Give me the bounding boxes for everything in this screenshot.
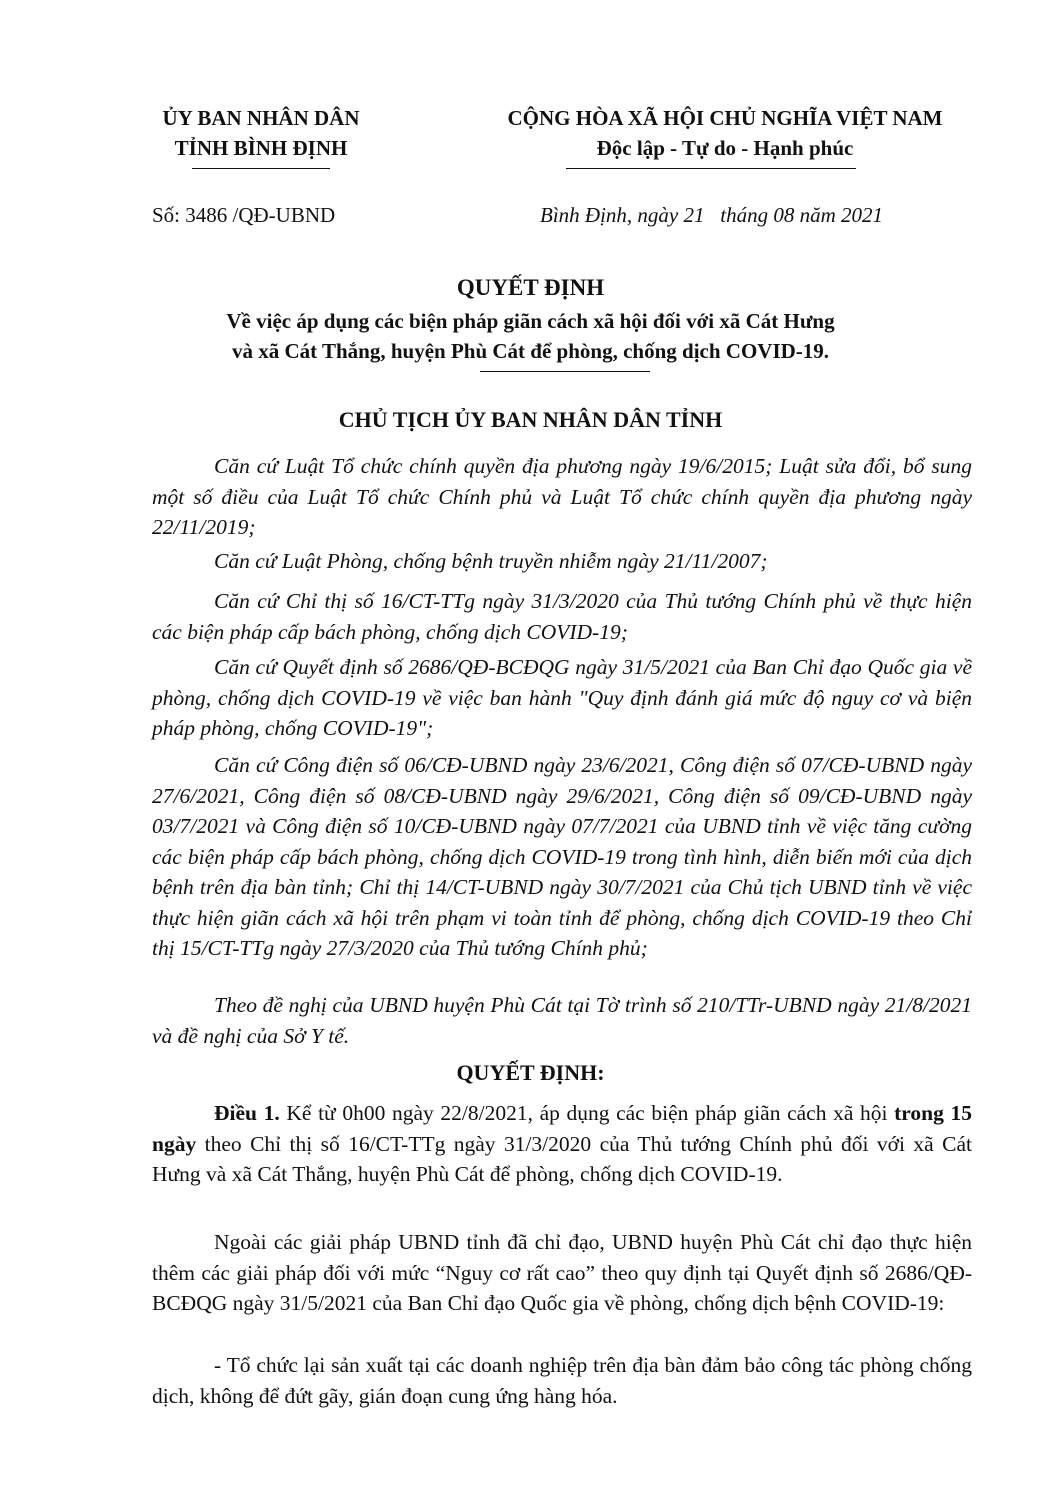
motto-underline [566,168,856,169]
agency-line-2: TỈNH BÌNH ĐỊNH [174,136,348,160]
article-1-duration: trong 15 ngày [152,1101,973,1156]
motto: Độc lập - Tự do - Hạnh phúc [596,136,854,160]
place-and-date: Bình Định, ngày 21 tháng 08 năm 2021 [540,203,883,227]
issuing-agency [130,103,392,163]
legal-basis-3: Căn cứ Chỉ thị số 16/CT-TTg ngày 31/3/2020 của Thủ tướng Chính phủ về thực hiện các biện pháp cấp bách phòng, chống dịch COVID-19; [152,589,972,644]
legal-basis-5: Căn cứ Công điện số 06/CĐ-UBND ngày 23/6/2021, Công điện số 07/CĐ-UBND ngày 27/6/2021, Công điện số 08/CĐ-UBND ngày 29/6/2021, Công điện số 09/CĐ-UBND ngày 03/7/2021 và Công điện số 10/CĐ-UBND ngày 07/7/2021 của UBND tỉnh về việc tăng cường các biện pháp cấp bách phòng, chống dịch COVID-19 trong tình hình, diễn biến mới của dịch bệnh trên địa bàn tỉnh; Chỉ thị 14/CT-UBND ngày 30/7/2021 của Chủ tịch UBND tỉnh về việc thực hiện giãn cách xã hội trên phạm vi toàn tỉnh để phòng, chống dịch COVID-19 theo Chỉ thị 15/CT-TTg ngày 27/3/2020 của Thủ tướng Chính phủ; [152,753,972,960]
article-1-paragraph-3: - Tổ chức lại sản xuất tại các doanh nghiệp trên địa bàn đảm bảo công tác phòng chống dịch, không để đứt gãy, gián đoạn cung ứng hàng hóa. [152,1353,972,1408]
national-motto [460,103,990,163]
legal-basis-4: Căn cứ Quyết định số 2686/QĐ-BCĐQG ngày 31/5/2021 của Ban Chỉ đạo Quốc gia về phòng, chống dịch COVID-19 về việc ban hành "Quy định đánh giá mức độ nguy cơ và biện pháp phòng, chống COVID-19"; [152,655,972,740]
agency-underline [192,168,330,169]
agency-line-1: ỦY BAN NHÂN DÂN [162,106,360,130]
country-name: CỘNG HÒA XÃ HỘI CHỦ NGHĨA VIỆT NAM [507,106,943,130]
proposal-basis: Theo đề nghị của UBND huyện Phù Cát tại Tờ trình số 210/TTr-UBND ngày 21/8/2021 và đề nghị của Sở Y tế. [152,993,972,1048]
decision-heading: QUYẾT ĐỊNH: [456,1060,605,1085]
article-1-text-a: Kể từ 0h00 ngày 22/8/2021, áp dụng các biện pháp giãn cách xã hội [279,1101,895,1125]
title-underline [480,371,650,372]
article-1-paragraph-2: Ngoài các giải pháp UBND tỉnh đã chỉ đạo, UBND huyện Phù Cát chỉ đạo thực hiện thêm các giải pháp đối với mức “Nguy cơ rất cao” theo quy định tại Quyết định số 2686/QĐ-BCĐQG ngày 31/5/2021 của Ban Chỉ đạo Quốc gia về phòng, chống dịch bệnh COVID-19: [152,1230,972,1315]
legal-basis-2: Căn cứ Luật Phòng, chống bệnh truyền nhiễm ngày 21/11/2007; [214,549,768,573]
document-number: Số: 3486 /QĐ-UBND [152,203,336,227]
subject-line-2: và xã Cát Thắng, huyện Phù Cát để phòng, chống dịch COVID-19. [231,339,830,363]
subject-line-1: Về việc áp dụng các biện pháp giãn cách xã hội đối với xã Cát Hưng [226,309,835,333]
article-1-label: Điều 1. [214,1101,280,1125]
article-1 [152,1098,972,1190]
article-1-text-b: theo Chỉ thị số 16/CT-TTg ngày 31/3/2020 của Thủ tướng Chính phủ đối với xã Cát Hưng và xã Cát Thắng, huyện Phù Cát để phòng, chống dịch COVID-19. [152,1131,972,1186]
legal-basis-1: Căn cứ Luật Tổ chức chính quyền địa phương ngày 19/6/2015; Luật sửa đổi, bổ sung một số điều của Luật Tổ chức Chính phủ và Luật Tổ chức chính quyền địa phương ngày 22/11/2019; [152,454,972,539]
document-title: QUYẾT ĐỊNH [456,275,605,300]
issuer-heading: CHỦ TỊCH ỦY BAN NHÂN DÂN TỈNH [338,407,723,432]
